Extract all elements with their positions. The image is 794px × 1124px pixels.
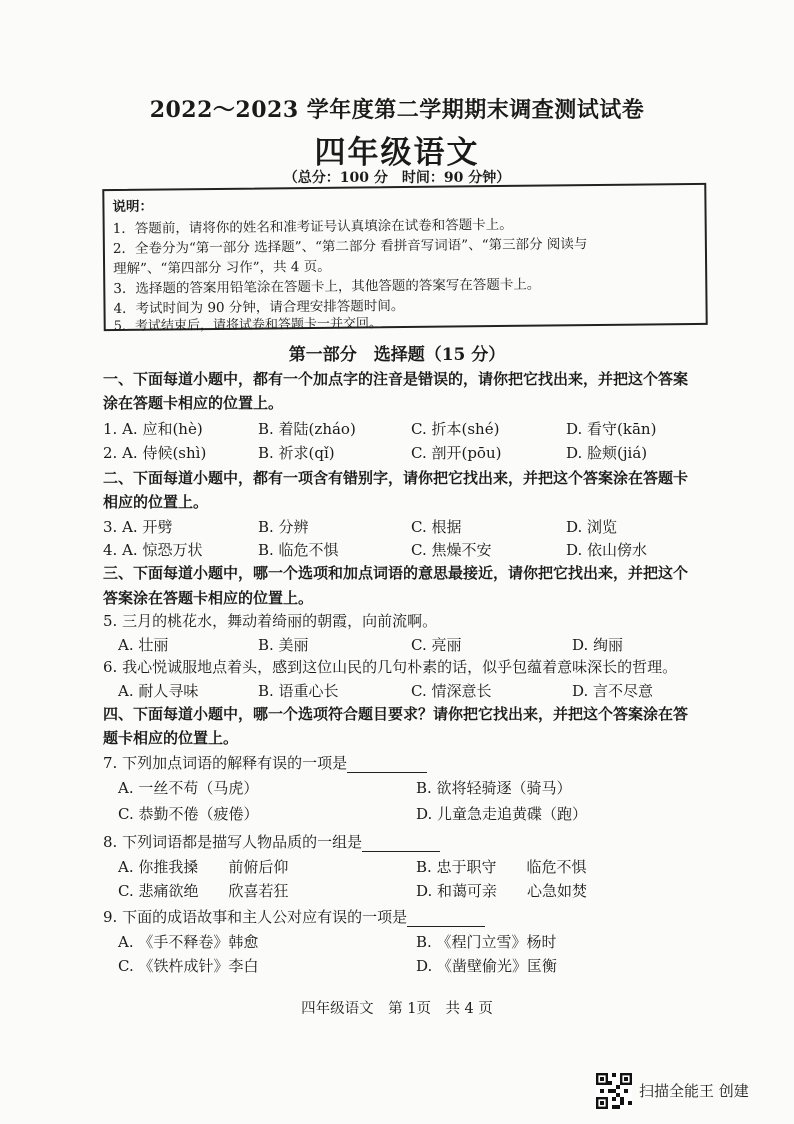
q6-option-d: D. 言不尽意: [572, 682, 654, 700]
q4-option-a: 4. A. 惊恐万状: [103, 541, 203, 559]
q2-option-d: D. 脸颊(jiá): [566, 444, 648, 462]
q9-option-d: D. 《凿壁偷光》匡衡: [416, 957, 558, 975]
q5-option-a: A. 壮丽: [118, 636, 169, 654]
q7-option-b: B. 欲将轻骑逐（骑马）: [416, 779, 572, 797]
q8-option-c: C. 悲痛欲绝 欣喜若狂: [118, 882, 289, 900]
q6-option-c: C. 情深意长: [411, 682, 492, 700]
section3-instruction-cont: 答案涂在答题卡相应的位置上。: [103, 589, 314, 607]
q3-option-c: C. 根据: [411, 518, 462, 536]
section2-instruction: 二、下面每道小题中，都有一项含有错别字，请你把它找出来，并把这个答案涂在答题卡: [103, 469, 689, 487]
instruction-item: 4．考试时间为 90 分钟，请合理安排答题时间。: [113, 298, 405, 318]
q3-option-b: B. 分辨: [258, 518, 309, 536]
page-footer: 四年级语文 第 1页 共 4 页: [301, 1001, 493, 1017]
q6-option-b: B. 语重心长: [258, 682, 339, 700]
exam-meta: （总分：100 分 时间：90 分钟）: [283, 170, 511, 186]
q6-stem: 6. 我心悦诚服地点着头，感到这位山民的几句朴素的话，似乎包蕴着意味深长的哲理。: [103, 658, 678, 676]
instructions-title: 说明：: [112, 198, 154, 216]
section4-instruction: 四、下面每道小题中，哪一个选项符合题目要求？请你把它找出来，并把这个答案涂在答: [103, 705, 689, 723]
q3-option-d: D. 浏览: [566, 518, 618, 536]
q3-option-a: 3. A. 开劈: [103, 518, 173, 536]
q9-stem: 9. 下面的成语故事和主人公对应有误的一项是: [103, 908, 408, 926]
q1-option-a: 1. A. 应和(hè): [103, 420, 203, 438]
q9-option-b: B. 《程门立雪》杨时: [416, 933, 557, 951]
q2-option-c: C. 剖开(pōu): [411, 444, 502, 462]
q4-option-c: C. 焦燥不安: [411, 541, 492, 559]
q9-option-c: C. 《铁杵成针》李白: [118, 957, 259, 975]
instruction-item: 3．选择题的答案用铅笔涂在答题卡上，其他答题的答案写在答题卡上。: [113, 276, 541, 298]
q4-option-d: D. 依山傍水: [566, 541, 648, 559]
q8-option-b: B. 忠于职守 临危不惧: [416, 858, 587, 876]
q7-option-d: D. 儿童急走追黄碟（跑）: [416, 805, 588, 823]
q7-row: [103, 752, 427, 773]
subject-title: 四年级语文: [314, 135, 480, 171]
answer-blank: [362, 837, 440, 852]
q8-stem: 8. 下列词语都是描写人物品质的一组是: [103, 833, 363, 851]
answer-blank: [407, 912, 485, 927]
q5-option-b: B. 美丽: [258, 636, 309, 654]
q8-option-d: D. 和蔼可亲 心急如焚: [416, 882, 588, 900]
q2-option-a: 2. A. 侍候(shì): [103, 444, 207, 462]
q2-option-b: B. 祈求(qǐ): [258, 444, 335, 462]
instructions-box: [102, 183, 707, 335]
q6-option-a: A. 耐人寻味: [118, 682, 199, 700]
q5-option-c: C. 亮丽: [411, 636, 462, 654]
q9-row: [103, 906, 485, 927]
instruction-item: 理解”、“第四部分 习作”，共 4 页。: [113, 258, 331, 278]
instruction-item: 2．全卷分为“第一部分 选择题”、“第二部分 看拼音写词语”、“第三部分 阅读与: [112, 236, 588, 258]
q9-option-a: A. 《手不释卷》韩愈: [118, 933, 259, 951]
q8-option-a: A. 你推我搡 前俯后仰: [118, 858, 289, 876]
q7-stem: 7. 下列加点词语的解释有误的一项是: [103, 754, 348, 772]
q5-stem: 5. 三月的桃花水，舞动着绮丽的朝霞，向前流啊。: [103, 612, 438, 630]
exam-title: 2022～2023 学年度第二学期期末调查测试试卷: [149, 97, 645, 123]
q7-option-c: C. 恭勤不倦（疲倦）: [118, 805, 259, 823]
q1-option-d: D. 看守(kān): [566, 420, 657, 438]
section4-instruction-cont: 题卡相应的位置上。: [103, 729, 239, 747]
instruction-item: 5．考试结束后，请将试卷和答题卡一并交回。: [113, 316, 383, 335]
q4-option-b: B. 临危不惧: [258, 541, 339, 559]
section2-instruction-cont: 相应的位置上。: [103, 493, 209, 511]
part1-title: 第一部分 选择题（15 分）: [288, 345, 506, 365]
q8-row: [103, 831, 440, 852]
answer-blank: [347, 758, 427, 773]
scanner-watermark: 扫描全能王 创建: [639, 1082, 749, 1100]
q7-option-a: A. 一丝不苟（马虎）: [118, 779, 259, 797]
instruction-item: 1．答题前，请将你的姓名和准考证号认真填涂在试卷和答题卡上。: [112, 216, 513, 238]
section3-instruction: 三、下面每道小题中，哪一个选项和加点词语的意思最接近，请你把它找出来，并把这个: [103, 564, 689, 582]
q5-option-d: D. 绚丽: [572, 636, 624, 654]
section1-instruction-cont: 涂在答题卡相应的位置上。: [103, 394, 284, 412]
qr-code-icon: [596, 1073, 632, 1109]
q1-option-c: C. 折本(shé): [411, 420, 500, 438]
q1-option-b: B. 着陆(zháo): [258, 420, 356, 438]
section1-instruction: 一、下面每道小题中，都有一个加点字的注音是错误的，请你把它找出来，并把这个答案: [103, 370, 689, 388]
